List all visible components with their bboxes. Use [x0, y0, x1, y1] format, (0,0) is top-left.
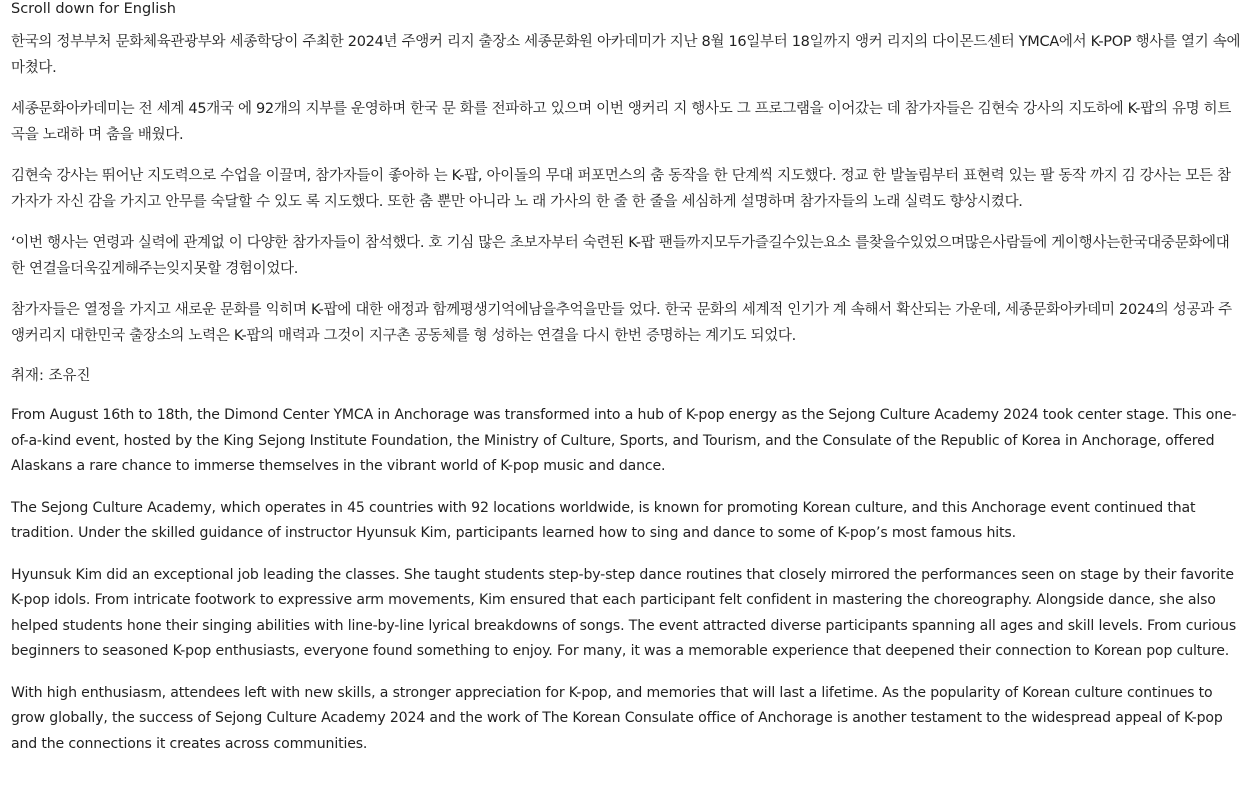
korean-paragraph-4: ‘이번 행사는 연령과 실력에 관계없 이 다양한 참가자들이 참석했다. 호 기심 많은 초보자부터 숙련된 K-팝 팬들까지모두가즐길수있는요소 를찾을수있었으며많은사람들에 게이행사는한국대중문화에대한 연결을더욱깊게해주는잊지못할 경험이었다.	[11, 235, 1230, 277]
scroll-note: Scroll down for English	[11, 1, 176, 17]
english-paragraph-4: With high enthusiasm, attendees left with new skills, a stronger appreciation for K-pop, and memories that will last a lifetime. As the popularity of Korean culture continues to grow globally, the success of Sejong Culture Academy 2024 and the work of The Korean Consulate office of Anchorage is another testament to the widespread appeal of K-pop and the connections it creates across communities.	[11, 684, 1223, 752]
english-paragraph-3: Hyunsuk Kim did an exceptional job leading the classes. She taught students step-by-step dance routines that closely mirrored the performances seen on stage by their favorite K-pop idols. From intricate footwork to expressive arm movements, Kim ensured that each participant felt confident in mastering the choreography. Alongside dance, she also helped students hone their singing abilities with line-by-line lyrical breakdowns of songs. The event attracted diverse participants spanning all ages and skill levels. From curious beginners to seasoned K-pop enthusiasts, everyone found something to enjoy. For many, it was a memorable experience that deepened their connection to Korean pop culture.	[11, 566, 1237, 659]
english-paragraph-2: The Sejong Culture Academy, which operates in 45 countries with 92 locations worldwide, is known for promoting Korean culture, and this Anchorage event continued that tradition. Under the skilled guidance of instructor Hyunsuk Kim, participants learned how to sing and dance to some of K-pop’s most famous hits.	[11, 499, 1196, 541]
korean-paragraph-3: 김현숙 강사는 뛰어난 지도력으로 수업을 이끌며, 참가자들이 좋아하 는 K-팝, 아이돌의 무대 퍼포먼스의 춤 동작을 한 단계씩 지도했다. 정교 한 발놀림부터 표현력 있는 팔 동작 까지 김 강사는 모든 참가자가 자신 감을 가지고 안무를 숙달할 수 있도 록 지도했다. 또한 춤 뿐만 아니라 노 래 가사의 한 줄 한 줄을 세심하게 설명하며 참가자들의 노래 실력도 향상시켰다.	[11, 168, 1231, 210]
article-body	[11, 0, 1241, 773]
korean-paragraph-5: 참가자들은 열정을 가지고 새로운 문화를 익히며 K-팝에 대한 애정과 함께평생기억에남을추억을만들 었다. 한국 문화의 세계적 인기가 계 속해서 확산되는 가운데, 세종문화아카데미 2024의 성공과 주 앵커리지 대한민국 출장소의 노력은 K-팝의 매력과 그것이 지구촌 공동체를 형 성하는 연결을 다시 한번 증명하는 계기도 되었다.	[11, 302, 1232, 344]
english-paragraph-1: From August 16th to 18th, the Dimond Center YMCA in Anchorage was transformed into a hub of K-pop energy as the Sejong Culture Academy 2024 took center stage. This one-of-a-kind event, hosted by the King Sejong Institute Foundation, the Ministry of Culture, Sports, and Tourism, and the Consulate of the Republic of Korea in Anchorage, offered Alaskans a rare chance to immerse themselves in the vibrant world of K-pop music and dance.	[11, 407, 1237, 474]
korean-paragraph-1: 한국의 정부부처 문화체육관광부와 세종학당이 주최한 2024년 주앵커 리지 출장소 세종문화원 아카데미가 지난 8월 16일부터 18일까지 앵커 리지의 다이몬드센터 YMCA에서 K-POP 행사를 열기 속에 마쳤다.	[11, 34, 1241, 76]
korean-paragraph-2: 세종문화아카데미는 전 세계 45개국 에 92개의 지부를 운영하며 한국 문 화를 전파하고 있으며 이번 앵커리 지 행사도 그 프로그램을 이어갔는 데 참가자들은 김현숙 강사의 지도하에 K-팝의 유명 히트곡을 노래하 며 춤을 배웠다.	[11, 101, 1232, 143]
byline: 취재: 조유진	[11, 368, 91, 384]
